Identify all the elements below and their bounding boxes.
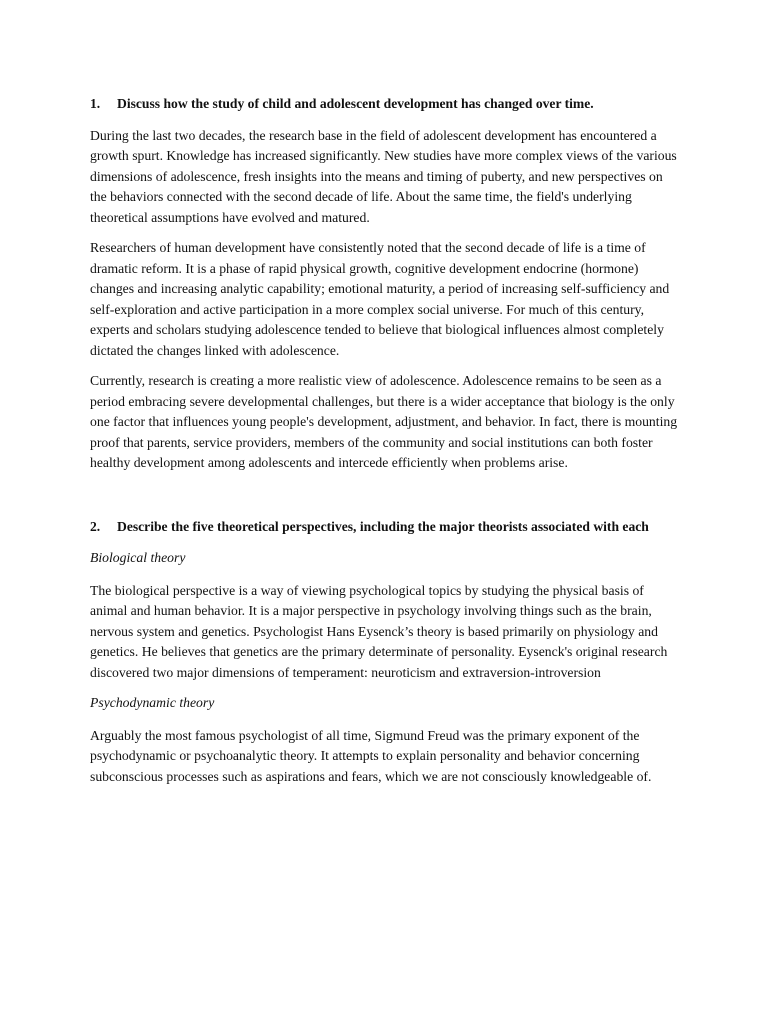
question-2-text: Describe the five theoretical perspectives, including the major theorists associated with each	[117, 518, 649, 534]
question-1-heading	[90, 94, 682, 115]
question-2-heading: 2. Describe the five theoretical perspectives, including the major theorists associated with each	[90, 517, 682, 538]
paragraph-psychodynamic-theory: Arguably the most famous psychologist of all time, Sigmund Freud was the primary exponent of the psychodynamic or psychoanalytic theory. It attempts to explain personality and behavior concerning subconscious processes such as aspirations and fears, which we are not consciously knowledgeable of.	[90, 727, 652, 784]
paragraph-biological-theory: The biological perspective is a way of viewing psychological topics by studying the physical basis of animal and human behavior. It is a major perspective in psychology involving things such as the brain, nervous system and genetics. Psychologist Hans Eysenck’s theory is based primarily on physiology and genetics. He believes that genetics are the primary determinate of personality. Eysenck's original research discovered two major dimensions of temperament: neuroticism and extraversion-introversion	[90, 582, 668, 680]
paragraph-research-growth: During the last two decades, the research base in the field of adolescent development has encountered a growth spurt. Knowledge has increased significantly. New studies have more complex views of the various dimensions of adolescence, fresh insights into the means and timing of puberty, and new perspectives on the behaviors connected with the second decade of life. About the same time, the field's underlying theoretical assumptions have evolved and matured.	[90, 127, 677, 225]
subheading-biological-theory: Biological theory	[90, 550, 186, 565]
question-1-number: 1.	[90, 96, 101, 111]
question-1-text: Discuss how the study of child and adolescent development has changed over time.	[117, 96, 594, 111]
paragraph-second-decade: Researchers of human development have consistently noted that the second decade of life is a time of dramatic reform. It is a phase of rapid physical growth, cognitive development endocrine (hormone) changes and increasing analytic capability; emotional maturity, a period of increasing self-sufficiency and self-exploration and active participation in a more complex social universe. For much of this century, experts and scholars studying adolescence tended to believe that biological influences almost completely dictated the changes linked with adolescence.	[90, 240, 670, 358]
document-page	[90, 94, 682, 797]
subheading-psychodynamic-theory: Psychodynamic theory	[90, 695, 215, 710]
paragraph-current-research: Currently, research is creating a more realistic view of adolescence. Adolescence remains to be seen as a period embracing severe developmental challenges, but there is a wider acceptance that biology is the only one factor that influences young people's development, adjustment, and behavior. In fact, there is mounting proof that parents, service providers, members of the community and social institutions can both foster healthy development among adolescents and intercede efficiently when problems arise.	[90, 373, 678, 470]
